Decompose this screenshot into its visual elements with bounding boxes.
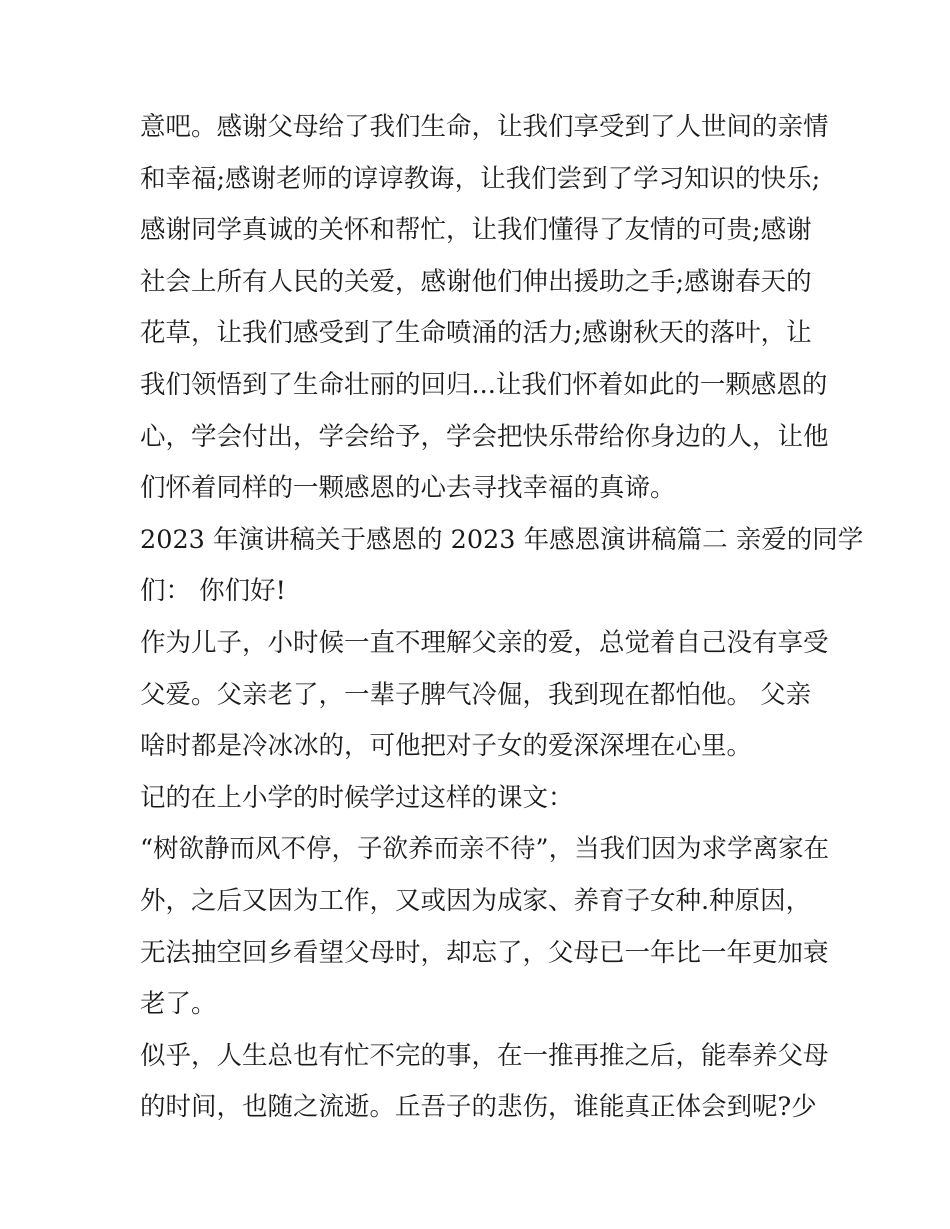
quote-line: “树欲静而风不停，子欲养而亲不待”，当我们因为求学离家在 — [140, 834, 830, 865]
text-line: 心，学会付出，学会给予，学会把快乐带给你身边的人，让他 — [140, 421, 829, 452]
document-body — [140, 102, 864, 1134]
text-line: 啥时都是冷冰冰的，可他把对子女的爱深深埋在心里。 — [140, 731, 753, 762]
text-line: 父爱。父亲老了，一辈子脾气冷倔，我到现在都怕他。 父亲 — [140, 679, 812, 710]
text-line: 们怀着同样的一颗感恩的心去寻找幸福的真谛。 — [140, 473, 676, 504]
text-line: 的时间，也随之流逝。丘吾子的悲伤，谁能真正体会到呢?少 — [140, 1092, 817, 1123]
text-line: 社会上所有人民的关爱，感谢他们伸出援助之手;感谢春天的 — [140, 266, 812, 297]
text-line: 作为儿子，小时候一直不理解父亲的爱，总觉着自己没有享受 — [140, 627, 829, 658]
text-line: 外，之后又因为工作，又或因为成家、养育子女种.种原因， — [140, 885, 812, 916]
text-line: 我们领悟到了生命壮丽的回归...让我们怀着如此的一颗感恩的 — [140, 369, 828, 400]
text-line: 和幸福;感谢老师的谆谆教诲，让我们尝到了学习知识的快乐; — [140, 163, 821, 194]
greeting-line: 们： 你们好! — [140, 576, 286, 607]
text-line: 似乎，人生总也有忙不完的事，在一推再推之后，能奉养父母 — [140, 1040, 829, 1071]
text-line: 花草，让我们感受到了生命喷涌的活力;感谢秋天的落叶，让 — [140, 318, 812, 349]
text-line: 感谢同学真诚的关怀和帮忙，让我们懂得了友情的可贵;感谢 — [140, 215, 812, 246]
text-line: 老了。 — [140, 989, 217, 1020]
text-line: 意吧。感谢父母给了我们生命，让我们享受到了人世间的亲情 — [140, 112, 829, 142]
text-line: 无法抽空回乡看望父母时，却忘了，父母已一年比一年更加衰 — [140, 937, 829, 968]
text-line: 记的在上小学的时候学过这样的课文： — [140, 782, 574, 813]
section-heading-line: 2023 年演讲稿关于感恩的 2023 年感恩演讲稿篇二 亲爱的同学 — [140, 524, 864, 555]
